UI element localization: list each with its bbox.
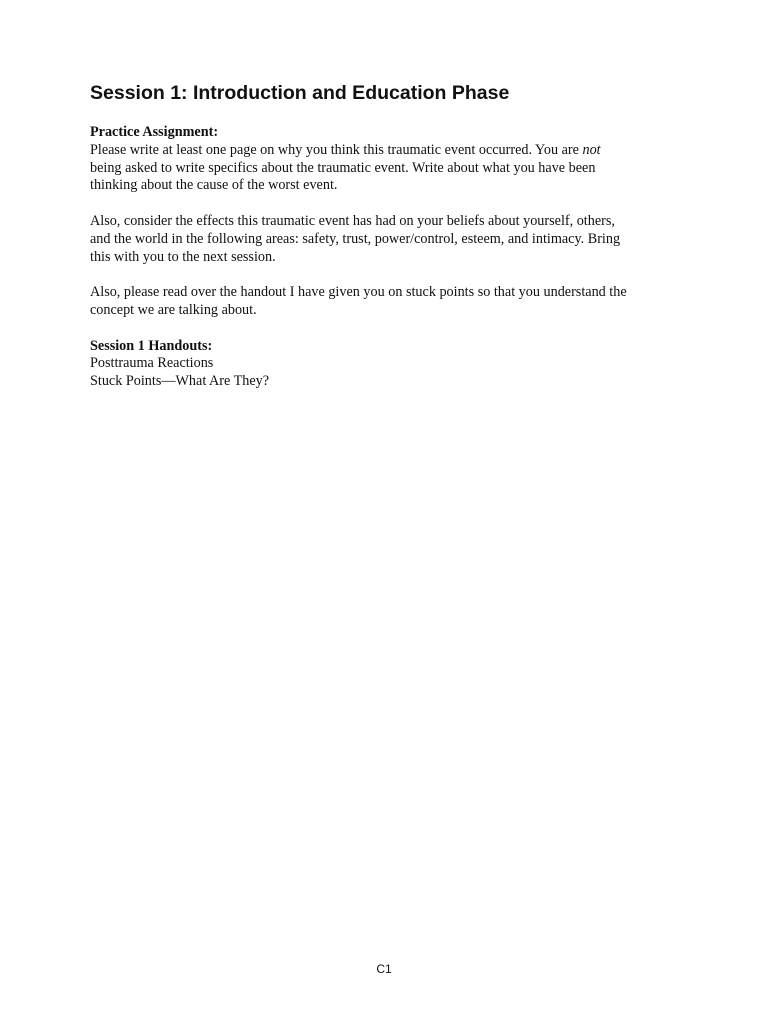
practice-paragraph-1-line-3: thinking about the cause of the worst event. — [90, 177, 338, 194]
practice-paragraph-1-line-1 — [90, 142, 680, 160]
paragraph-spacer — [90, 266, 680, 284]
practice-paragraph-3-line-1: Also, please read over the handout I have given you on stuck points so that you understand the — [90, 284, 627, 301]
handouts-heading: Session 1 Handouts: — [90, 337, 213, 354]
practice-paragraph-2-line-1: Also, consider the effects this traumatic event has had on your beliefs about yourself, others, — [90, 212, 615, 229]
document-body — [90, 124, 680, 391]
practice-assignment-heading: Practice Assignment: — [90, 124, 219, 140]
practice-paragraph-2-line-3: this with you to the next session. — [90, 248, 276, 265]
paragraph-spacer — [90, 320, 680, 338]
practice-p1-emphasis: not — [582, 141, 601, 158]
practice-p1-text: Please write at least one page on why you think this traumatic event occurred. You are — [90, 141, 583, 158]
page-title: Session 1: Introduction and Education Phase — [90, 82, 510, 104]
practice-paragraph-3-line-2: concept we are talking about. — [90, 301, 257, 318]
paragraph-spacer — [90, 195, 680, 213]
practice-paragraph-1-line-2: being asked to write specifics about the traumatic event. Write about what you have been — [90, 159, 596, 176]
handout-item: Stuck Points—What Are They? — [90, 373, 270, 390]
handout-item: Posttrauma Reactions — [90, 355, 214, 372]
page-number: C1 — [376, 962, 392, 976]
practice-paragraph-2-line-2: and the world in the following areas: safety, trust, power/control, esteem, and intimacy. Bring — [90, 230, 621, 247]
